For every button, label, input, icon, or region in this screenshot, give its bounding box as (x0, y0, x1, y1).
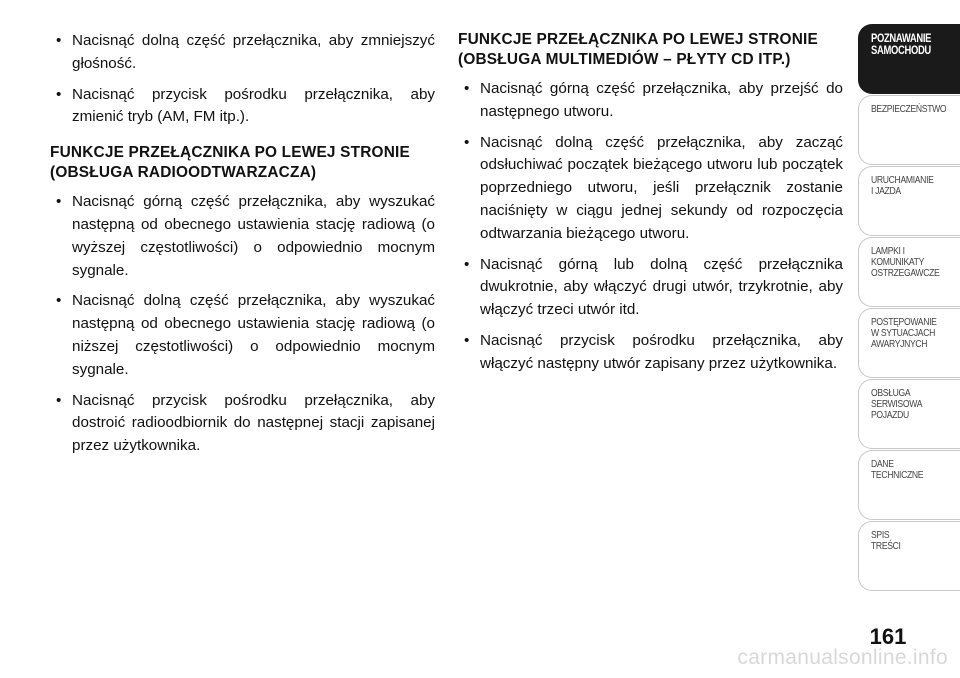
tab-lampki-i-komunikaty[interactable] (858, 237, 960, 307)
bullet-item: • Nacisnąć górną część przełącznika, aby wyszukać następną od obecnego ustawienia stację radiową (o wyższej częstotliwości) o odpowiednio mocnym sygnale. (50, 191, 435, 282)
bullet-item: • Nacisnąć przycisk pośrodku przełącznika, aby zmienić tryb (AM, FM itp.). (50, 84, 435, 130)
tab-obsluga-serwisowa[interactable] (858, 379, 960, 449)
section-heading-multimedia: FUNKCJE PRZEŁĄCZNIKA PO LEWEJ STRONIE (OBSŁUGA MULTIMEDIÓW – PŁYTY CD ITP.) (458, 31, 818, 68)
tab-label: DANE TECHNICZNE (871, 458, 924, 481)
right-column (458, 30, 843, 384)
tab-label: POSTĘPOWANIE W SYTUACJACH AWARYJNYCH (871, 316, 937, 350)
tab-spis-tresci[interactable] (858, 521, 960, 591)
section-heading-radio: FUNKCJE PRZEŁĄCZNIKA PO LEWEJ STRONIE (OBSŁUGA RADIOODTWARZACZA) (50, 144, 410, 182)
bullet-item: • Nacisnąć górną część przełącznika, aby przejść do następnego utworu. (458, 78, 843, 124)
tab-bezpieczenstwo[interactable] (858, 95, 960, 165)
watermark: carmanualsonline.info (737, 646, 948, 669)
tab-label: OBSŁUGA SERWISOWA POJAZDU (871, 387, 923, 421)
tab-uruchamianie-i-jazda[interactable] (858, 166, 960, 236)
bullet-item: • Nacisnąć dolną część przełącznika, aby zmniejszyć głośność. (50, 30, 435, 76)
tab-label: URUCHAMIANIE I JAZDA (871, 174, 934, 197)
tab-poznawanie-samochodu[interactable] (858, 24, 960, 94)
tab-postepowanie-awaryjne[interactable] (858, 308, 960, 378)
bullet-item: • Nacisnąć dolną część przełącznika, aby zacząć odsłuchiwać początek bieżącego utworu lub początek poprzedniego utworu, jeśli przełącznik zostanie naciśnięty w ciągu jednej sekundy od rozpoczęcia odtwarzania bieżącego utworu. (458, 132, 843, 246)
tab-label: BEZPIECZEŃSTWO (871, 103, 947, 115)
page-number: 161 (869, 624, 907, 649)
tab-label: POZNAWANIE SAMOCHODU (871, 33, 932, 57)
bullet-item: • Nacisnąć przycisk pośrodku przełącznika, aby włączyć następny utwór zapisany przez użytkownika. (458, 330, 843, 376)
tab-dane-techniczne[interactable] (858, 450, 960, 520)
tab-label: LAMPKI I KOMUNIKATY OSTRZEGAWCZE (871, 245, 940, 279)
bullet-item: • Nacisnąć górną lub dolną część przełącznika dwukrotnie, aby włączyć drugi utwór, trzykrotnie, aby włączyć trzeci utwór itd. (458, 254, 843, 322)
bullet-item: • Nacisnąć dolną część przełącznika, aby wyszukać następną od obecnego ustawienia stację radiową (o niższej częstotliwości) o odpowiednio mocnym sygnale. (50, 290, 435, 381)
left-column (50, 30, 435, 466)
bullet-item: • Nacisnąć przycisk pośrodku przełącznika, aby dostroić radioodbiornik do następnej stacji zapisanej przez użytkownika. (50, 390, 435, 458)
tab-label: SPIS TREŚCI (871, 529, 901, 552)
chapter-tabs (858, 24, 960, 592)
